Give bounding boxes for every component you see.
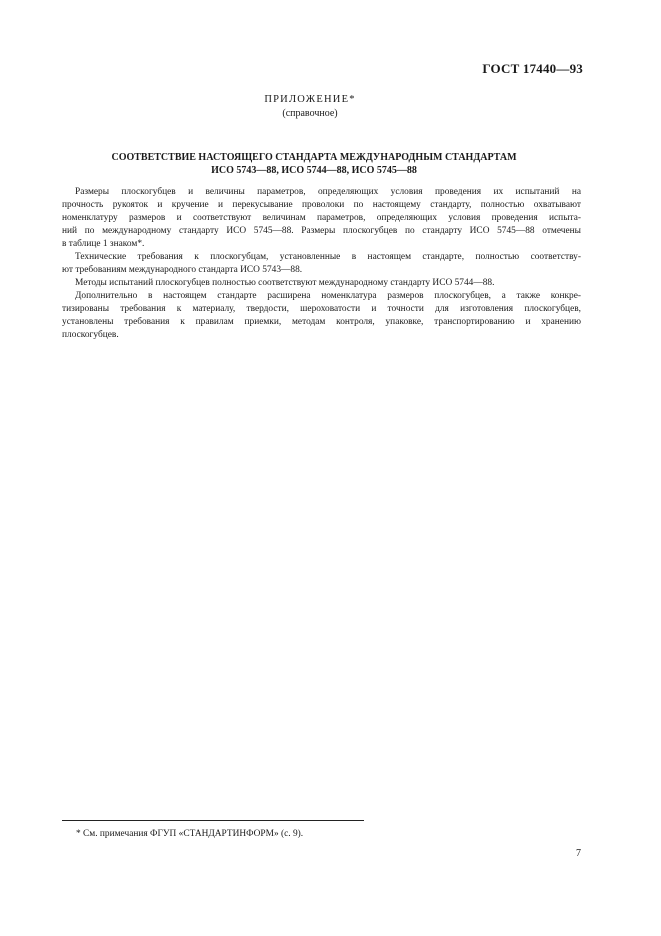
text-line: ют требованиям международного стандарта ИСО 5743—88. xyxy=(62,265,303,275)
standard-code: ГОСТ 17440—93 xyxy=(482,61,583,76)
section-heading-line-2: ИСО 5743—88, ИСО 5744—88, ИСО 5745—88 xyxy=(211,165,417,176)
footnote-divider xyxy=(62,820,364,821)
appendix-title: ПРИЛОЖЕНИЕ* xyxy=(264,94,356,105)
text-line: Дополнительно в настоящем стандарте расширена номенклатура размеров плоскогубцев, а также конкре- xyxy=(75,291,581,301)
appendix-subtitle: (справочное) xyxy=(282,108,338,119)
paragraph-technical-requirements xyxy=(62,251,581,277)
text-line: номенклатуру размеров и соответствуют величинам параметров, определяющих условия проведения испыта- xyxy=(62,213,581,223)
paragraph-additional xyxy=(62,290,581,342)
section-heading xyxy=(40,151,588,177)
section-heading-line-1: СООТВЕТСТВИЕ НАСТОЯЩЕГО СТАНДАРТА МЕЖДУНАРОДНЫМ СТАНДАРТАМ xyxy=(111,152,517,163)
text-line: установлены требования к правилам приемки, методам контроля, упаковке, транспортированию и хранению xyxy=(62,317,581,327)
paragraph-sizes xyxy=(62,186,581,251)
footnote: * См. примечания ФГУП «СТАНДАРТИНФОРМ» (с. 9). xyxy=(76,829,304,839)
text-line: в таблице 1 знаком*. xyxy=(62,239,145,249)
page-number: 7 xyxy=(576,848,581,859)
text-line: тизированы требования к материалу, твердости, шероховатости и точности для изготовления плоскогубцев, xyxy=(62,304,581,314)
text-line: плоскогубцев. xyxy=(62,330,119,340)
text-line: Размеры плоскогубцев и величины параметров, определяющих условия проведения их испытаний на xyxy=(75,187,581,197)
body-text xyxy=(62,186,581,342)
text-line: Методы испытаний плоскогубцев полностью соответствуют международному стандарту ИСО 5744—88. xyxy=(75,278,495,288)
text-line: прочность рукояток и кручение и перекусывание проволоки по настоящему стандарту, полностью охватывают xyxy=(62,200,581,210)
text-line: ний по международному стандарту ИСО 5745—88. Размеры плоскогубцев по стандарту ИСО 5745—88 отмечены xyxy=(62,226,581,236)
paragraph-test-methods xyxy=(62,277,581,290)
text-line: Технические требования к плоскогубцам, установленные в настоящем стандарте, полностью соответству- xyxy=(75,252,581,262)
